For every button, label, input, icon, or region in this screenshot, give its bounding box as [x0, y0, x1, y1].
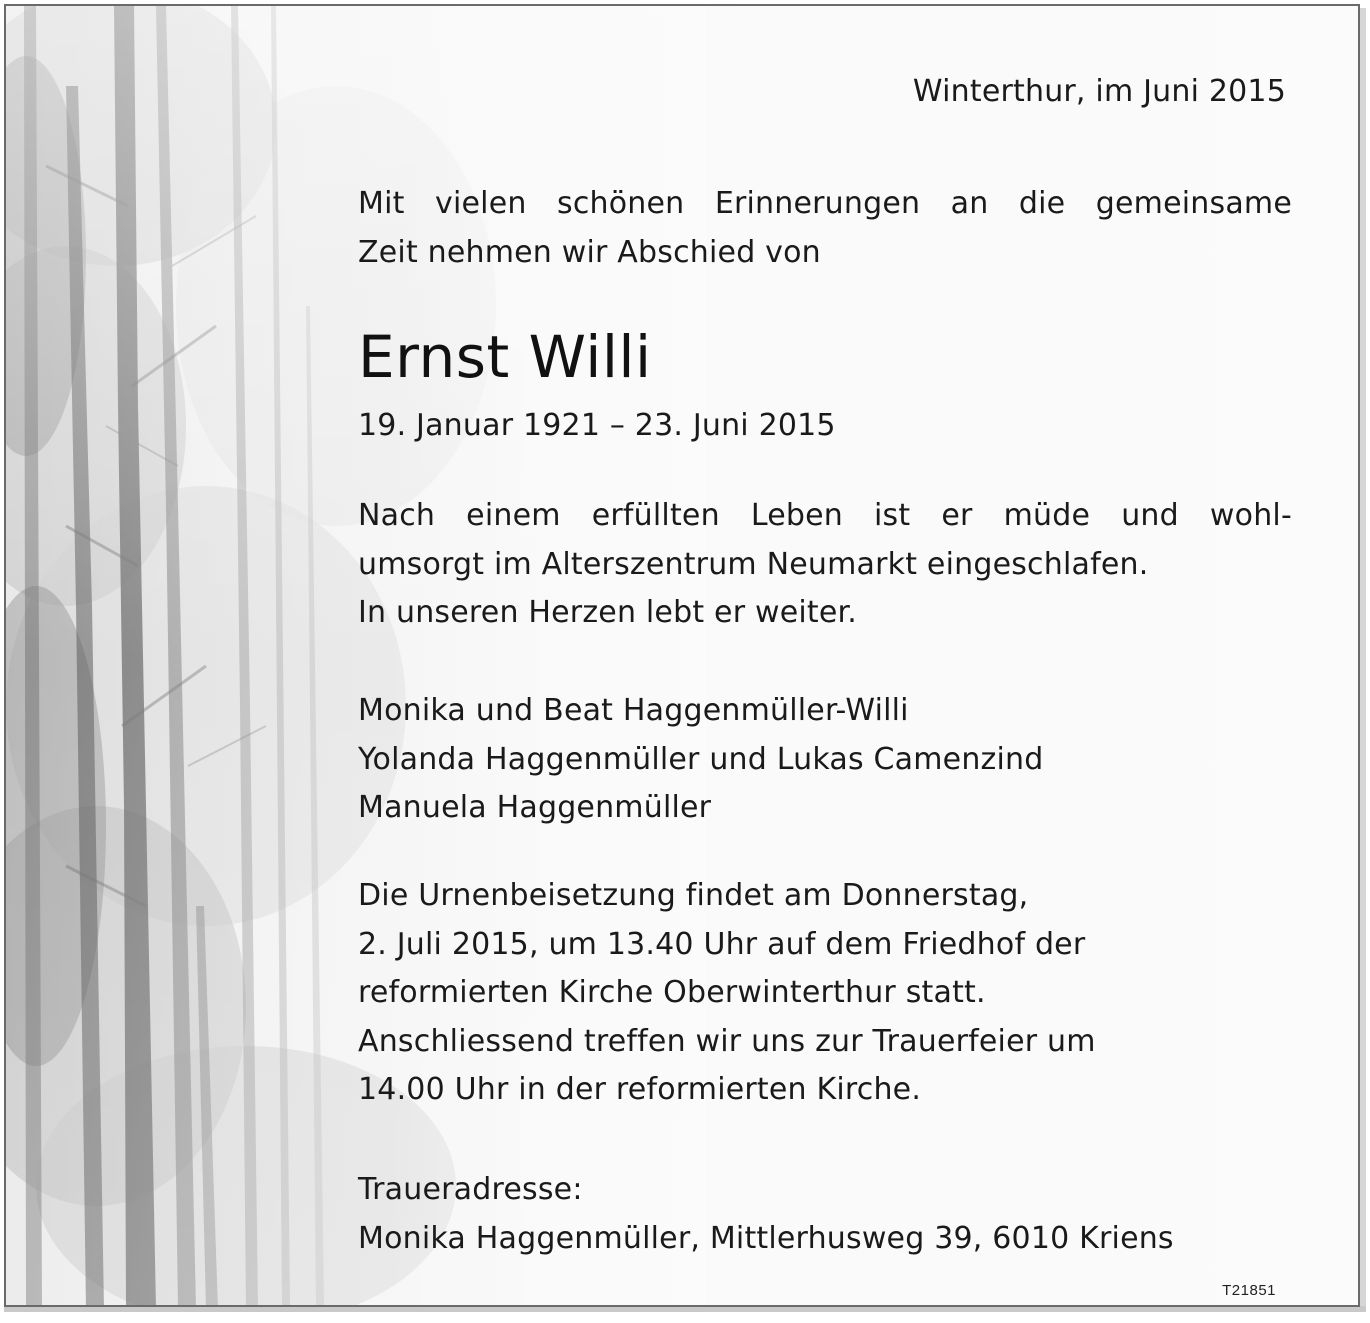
mourner-name: Yolanda Haggenmüller und Lukas Camenzind: [358, 741, 1044, 777]
intro-line: Mit vielen schönen Erinnerungen an die gemeinsame: [358, 186, 1292, 221]
life-dates: 19. Januar 1921 – 23. Juni 2015: [358, 408, 836, 443]
intro-text: [358, 180, 1292, 277]
mourner-name: Monika und Beat Haggenmüller-Willi: [358, 693, 909, 728]
intro-line: Zeit nehmen wir Abschied von: [358, 234, 821, 270]
service-line: reformierten Kirche Oberwinterthur statt.: [358, 975, 986, 1010]
service-line: 2. Juli 2015, um 13.40 Uhr auf dem Friedhof der: [358, 926, 1086, 962]
service-line: Die Urnenbeisetzung findet am Donnerstag,: [358, 878, 1029, 913]
deceased-name: Ernst Willi: [358, 323, 652, 391]
address-label: Traueradresse:: [358, 1172, 583, 1207]
ad-code: T21851: [1222, 1282, 1276, 1299]
mourners-list: [358, 687, 1292, 833]
card-shadow-right: [1360, 8, 1366, 1312]
address-value: Monika Haggenmüller, Mittlerhusweg 39, 6010 Kriens: [358, 1220, 1174, 1256]
message-line: Nach einem erfüllten Leben ist er müde und wohl-: [358, 498, 1292, 533]
service-line: Anschliessend treffen wir uns zur Trauerfeier um: [358, 1023, 1096, 1059]
service-details: [358, 872, 1292, 1115]
message-line: umsorgt im Alterszentrum Neumarkt eingeschlafen.: [358, 546, 1149, 582]
message-line: In unseren Herzen lebt er weiter.: [358, 595, 858, 630]
obituary-card: [4, 4, 1360, 1307]
place-and-date: Winterthur, im Juni 2015: [912, 74, 1286, 109]
memorial-message: [358, 492, 1292, 638]
mourning-address: [358, 1166, 1292, 1263]
service-line: 14.00 Uhr in der reformierten Kirche.: [358, 1072, 922, 1107]
mourner-name: Manuela Haggenmüller: [358, 790, 712, 825]
